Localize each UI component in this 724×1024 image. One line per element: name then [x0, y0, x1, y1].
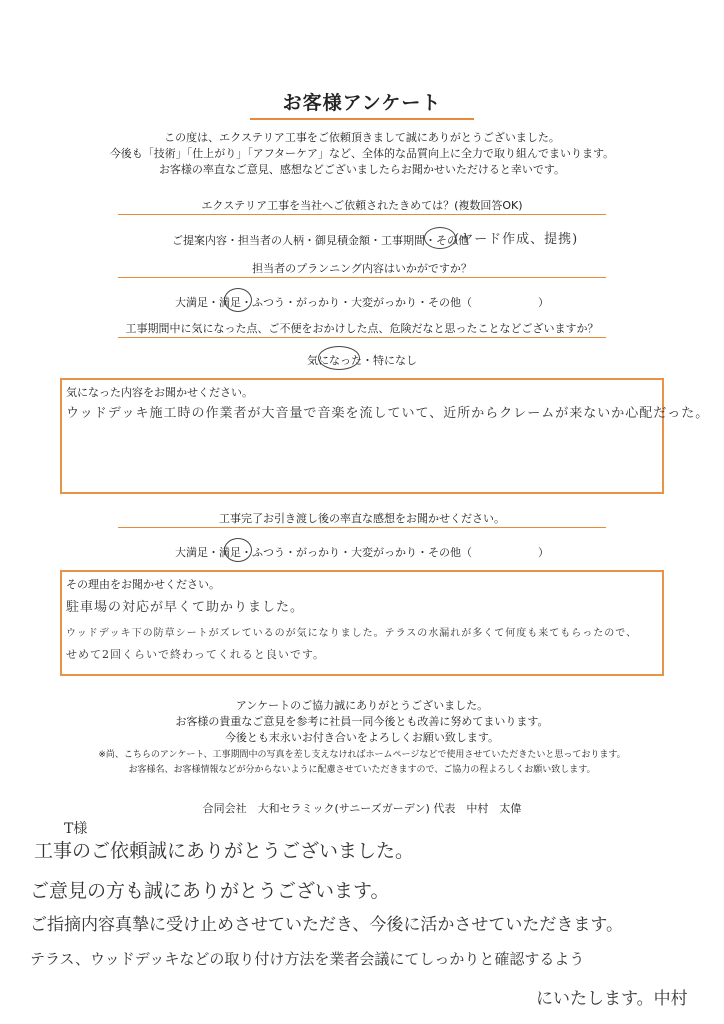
selection-circle [224, 538, 252, 562]
q1-options: ご提案内容・担当者の人柄・御見積金額・工事期間・その他 [172, 234, 469, 247]
notes-text [0, 748, 724, 778]
page-title: お客様アンケート [282, 92, 442, 114]
closing-line: 今後とも末永いお付き合いをよろしくお願い致します。 [224, 731, 500, 744]
reply-line: テラス、ウッドデッキなどの取り付け方法を業者会議にてしっかりと確認するよう [30, 950, 585, 968]
q4-options: 大満足・満足・ふつう・がっかり・大変がっかり・その他（ ） [175, 546, 549, 559]
intro-line: この度は、エクステリア工事をご依頼頂きまして誠にありがとうございました。 [164, 131, 560, 144]
q2-heading: 担当者のプランニング内容はいかがですか？ [252, 262, 472, 275]
q3-handwritten-answer: ウッドデッキ施工時の作業者が大音量で音楽を流していて、近所からクレームが来ないか心配だった。 [66, 406, 710, 421]
q3-box-label: 気になった内容をお聞かせください。 [66, 386, 253, 399]
selection-circle [318, 346, 360, 370]
intro-text [0, 130, 724, 178]
intro-line: お客様の率直なご意見、感想などございましたらお聞かせいただけると幸いです。 [158, 163, 566, 176]
q3-options: 気になった・特になし [307, 354, 417, 367]
q1-divider [118, 214, 606, 215]
closing-line: アンケートのご協力誠にありがとうございました。 [235, 699, 489, 712]
selection-circle [424, 227, 456, 249]
closing-line: お客様の貴重なご意見を参考に社員一同今後とも改善に努めてまいります。 [175, 715, 549, 728]
closing-text [0, 698, 724, 746]
q4-handwritten-line: 駐車場の対応が早くて助かりました。 [66, 600, 305, 615]
q4-handwritten-line: ウッドデッキ下の防草シートがズレているのが気になりました。テラスの水漏れが多くて何度も来てもらったので、 [66, 628, 638, 639]
reply-line: ご指摘内容真摯に受け止めさせていただき、今後に活かさせていただきます。 [30, 915, 623, 935]
reply-line: にいたします。中村 [536, 989, 688, 1009]
q4-answer-box [60, 570, 664, 676]
q3-heading: 工事期間中に気になった点、ご不便をおかけした点、危険だなと思ったことなどございますか？ [125, 322, 599, 335]
reply-addressee: T様 [64, 821, 88, 837]
reply-line: 工事のご依頼誠にありがとうございました。 [34, 840, 415, 862]
reply-line: ご意見の方も誠にありがとうございます。 [30, 880, 390, 902]
q2-divider [118, 277, 606, 278]
company-signature: 合同会社 大和セラミック(サニーズガーデン) 代表 中村 太偉 [202, 802, 522, 815]
selection-circle [224, 288, 252, 312]
q3-divider [118, 337, 606, 338]
q4-divider [118, 527, 606, 528]
intro-line: 今後も「技術」「仕上がり」「アフターケア」など、全体的な品質向上に全力で取り組んでまいります。 [109, 147, 615, 160]
q4-heading: 工事完了お引き渡し後の率直な感想をお聞かせください。 [219, 512, 505, 525]
q2-options: 大満足・満足・ふつう・がっかり・大変がっかり・その他（ ） [175, 296, 549, 309]
q4-handwritten-line: せめて2回くらいで終わってくれると良いです。 [66, 648, 326, 661]
title-underline [250, 118, 474, 120]
q3-answer-box [60, 378, 710, 494]
note-line: お客様名、お客様情報などが分からないように配慮させていただきますので、ご協力の程よろしくお願い致します。 [128, 765, 596, 775]
q4-box-label: その理由をお聞かせください。 [66, 578, 220, 591]
q1-handwritten-other: (ヤード作成、提携) [454, 232, 579, 247]
note-line: ※尚、こちらのアンケート、工事期間中の写真を差し支えなければホームページなどで使用させていただきたいと思っております。 [98, 750, 626, 760]
q1-heading: エクステリア工事を当社へご依頼されたきめては？(複数回答OK) [201, 199, 523, 212]
